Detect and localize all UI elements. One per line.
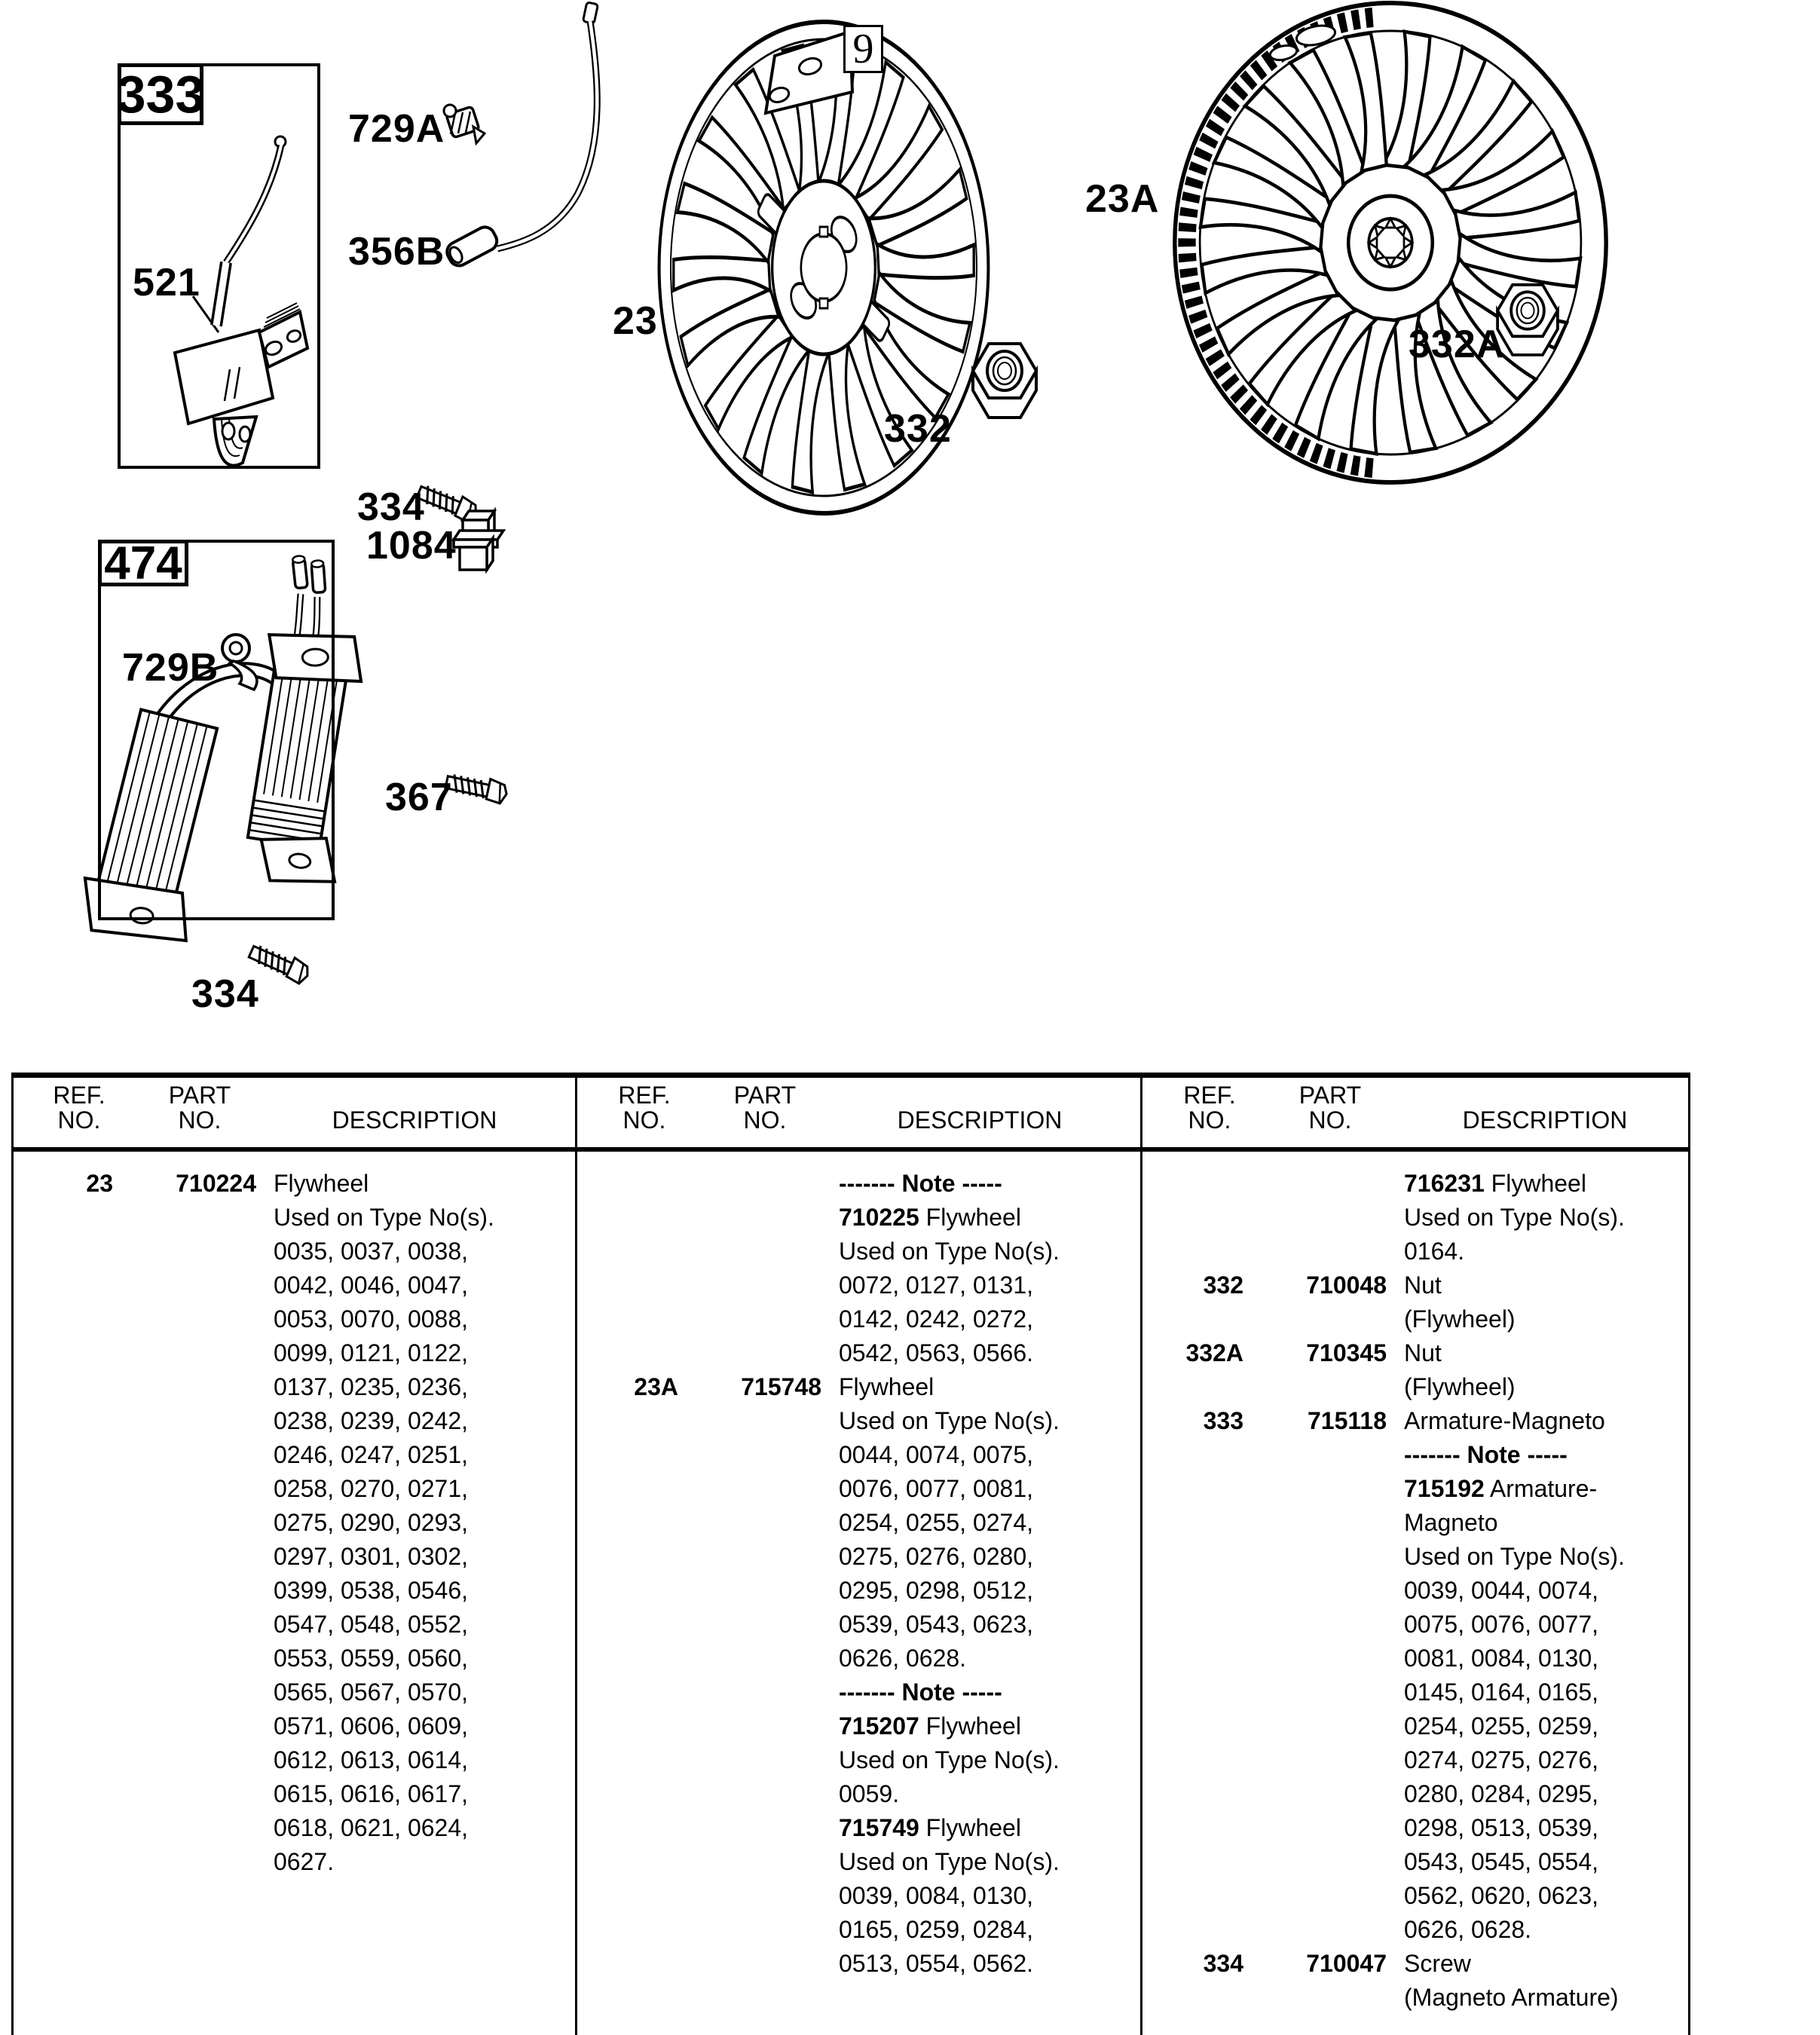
table-row: 332 710048 Nut (1203, 1271, 1442, 1299)
callout-334-top: 334 (357, 485, 425, 529)
detail-box-474-label (98, 537, 188, 589)
table-row: 0142, 0242, 0272, (839, 1305, 1034, 1333)
table-row: 0238, 0239, 0242, (274, 1407, 469, 1434)
table-row: 0137, 0235, 0236, (274, 1373, 469, 1400)
table-row: 0565, 0567, 0570, (274, 1678, 469, 1706)
table-row: 0543, 0545, 0554, (1404, 1848, 1599, 1875)
table-row: 715207 Flywheel (839, 1712, 1021, 1740)
table-row: 0035, 0037, 0038, (274, 1238, 469, 1265)
page-ref-box (843, 25, 883, 73)
table-row: 23 710224 Flywheel (86, 1170, 369, 1197)
table-row: 0571, 0606, 0609, (274, 1712, 469, 1740)
table-row: 716231 Flywheel (1404, 1170, 1586, 1197)
table-row: 0399, 0538, 0546, (274, 1577, 469, 1604)
table-row: 0626, 0628. (1404, 1916, 1532, 1943)
hex-nut-icon (1497, 285, 1558, 355)
table-row: 0298, 0513, 0539, (1404, 1814, 1599, 1841)
table-header-col2 (577, 1073, 1134, 1148)
table-row: 23A 715748 Flywheel (634, 1373, 934, 1400)
table-row: 0099, 0121, 0122, (274, 1339, 469, 1366)
table-row: (Magneto Armature) (1404, 1984, 1619, 2011)
table-row: 0280, 0284, 0295, (1404, 1780, 1599, 1807)
header-description: DESCRIPTION (1462, 1106, 1628, 1134)
table-row: Used on Type No(s). (274, 1204, 494, 1231)
table-row: 0075, 0076, 0077, (1404, 1611, 1599, 1638)
box-474-label-text: 474 (104, 537, 182, 589)
header-description: DESCRIPTION (897, 1106, 1063, 1134)
table-row: 0053, 0070, 0088, (274, 1305, 469, 1333)
callout-332A: 332A (1409, 323, 1506, 366)
callout-356B: 356B (348, 230, 445, 274)
boot-356B-icon (444, 2, 598, 269)
terminal-729A-icon (444, 105, 485, 143)
table-row: 0081, 0084, 0130, (1404, 1645, 1599, 1672)
header-description: DESCRIPTION (332, 1106, 497, 1134)
table-row: 0042, 0046, 0047, (274, 1271, 469, 1299)
table-row: 0627. (274, 1848, 335, 1875)
table-column-1 (11, 1167, 573, 1879)
table-row: 0039, 0044, 0074, (1404, 1577, 1599, 1604)
table-row: 0246, 0247, 0251, (274, 1441, 469, 1468)
callout-23A: 23A (1085, 177, 1160, 221)
table-row: 0513, 0554, 0562. (839, 1950, 1034, 1977)
table-row: 0618, 0621, 0624, (274, 1814, 469, 1841)
hex-nut-icon (973, 344, 1036, 418)
header-part-no: NO. (1308, 1106, 1352, 1134)
callout-521: 521 (133, 261, 200, 304)
callout-729A: 729A (348, 107, 445, 151)
table-row: 0274, 0275, 0276, (1404, 1746, 1599, 1773)
table-row: ------- Note ----- (839, 1678, 1002, 1706)
detail-box-474 (98, 540, 335, 920)
table-row: 0297, 0301, 0302, (274, 1543, 469, 1570)
table-row: 0295, 0298, 0512, (839, 1577, 1034, 1604)
table-row: 0072, 0127, 0131, (839, 1271, 1034, 1299)
table-row: 334 710047 Screw (1203, 1950, 1471, 1977)
callout-332: 332 (884, 407, 952, 451)
callout-334-bottom: 334 (191, 972, 259, 1016)
table-row: (Flywheel) (1404, 1305, 1516, 1333)
table-row: 0547, 0548, 0552, (274, 1611, 469, 1638)
detail-box-333-label (118, 63, 203, 125)
header-ref: REF. (1183, 1082, 1236, 1109)
table-row: 0145, 0164, 0165, (1404, 1678, 1599, 1706)
table-row: 715192 Armature- (1404, 1475, 1598, 1502)
table-header-col3 (1142, 1073, 1699, 1148)
table-row: 0164. (1404, 1238, 1465, 1265)
page-ref-number: 9 (852, 26, 874, 72)
table-header-col1 (11, 1073, 569, 1148)
header-part: PART (1298, 1082, 1362, 1109)
callout-23: 23 (613, 299, 658, 343)
table-row: 0039, 0084, 0130, (839, 1882, 1034, 1909)
box-333-label-text: 333 (116, 65, 205, 124)
header-part: PART (168, 1082, 231, 1109)
table-row: 0044, 0074, 0075, (839, 1441, 1034, 1468)
table-row: (Flywheel) (1404, 1373, 1516, 1400)
table-row: Used on Type No(s). (1404, 1543, 1625, 1570)
callout-1084: 1084 (366, 524, 457, 568)
header-ref: REF. (618, 1082, 671, 1109)
table-row: ------- Note ----- (839, 1170, 1002, 1197)
header-part-no: NO. (178, 1106, 222, 1134)
table-row: 0165, 0259, 0284, (839, 1916, 1034, 1943)
hex-screw-icon (445, 770, 509, 804)
table-column-2 (577, 1167, 1138, 1981)
table-row: Used on Type No(s). (839, 1746, 1060, 1773)
header-ref-no: NO. (57, 1106, 101, 1134)
table-row: Used on Type No(s). (839, 1407, 1060, 1434)
table-row: 0553, 0559, 0560, (274, 1645, 469, 1672)
header-ref: REF. (53, 1082, 106, 1109)
table-row: 0254, 0255, 0274, (839, 1509, 1034, 1536)
table-row: 0275, 0290, 0293, (274, 1509, 469, 1536)
flywheel-ring-gear-icon (1175, 3, 1606, 482)
header-part: PART (733, 1082, 797, 1109)
table-row: 0542, 0563, 0566. (839, 1339, 1034, 1366)
header-ref-no: NO. (622, 1106, 666, 1134)
table-row: 0258, 0270, 0271, (274, 1475, 469, 1502)
table-row: 0615, 0616, 0617, (274, 1780, 469, 1807)
table-row: 0539, 0543, 0623, (839, 1611, 1034, 1638)
table-row: 0059. (839, 1780, 900, 1807)
table-row: ------- Note ----- (1404, 1441, 1568, 1468)
table-row: 715749 Flywheel (839, 1814, 1021, 1841)
table-row: Used on Type No(s). (839, 1848, 1060, 1875)
table-row: Magneto (1404, 1509, 1498, 1536)
table-row: 0612, 0613, 0614, (274, 1746, 469, 1773)
parts-table (11, 1073, 1690, 2035)
callout-729B: 729B (122, 646, 219, 690)
table-row: 0076, 0077, 0081, (839, 1475, 1034, 1502)
table-row: Used on Type No(s). (839, 1238, 1060, 1265)
table-row: 0275, 0276, 0280, (839, 1543, 1034, 1570)
callout-367: 367 (385, 776, 453, 819)
table-row: Used on Type No(s). (1404, 1204, 1625, 1231)
table-row: 0254, 0255, 0259, (1404, 1712, 1599, 1740)
table-column-3 (1142, 1167, 1703, 2015)
table-row: 0626, 0628. (839, 1645, 967, 1672)
table-row: 332A 710345 Nut (1185, 1339, 1442, 1366)
table-row: 710225 Flywheel (839, 1204, 1021, 1231)
header-part-no: NO. (743, 1106, 787, 1134)
header-ref-no: NO. (1188, 1106, 1231, 1134)
table-row: 333 715118 Armature-Magneto (1203, 1407, 1605, 1434)
table-row: 0562, 0620, 0623, (1404, 1882, 1599, 1909)
